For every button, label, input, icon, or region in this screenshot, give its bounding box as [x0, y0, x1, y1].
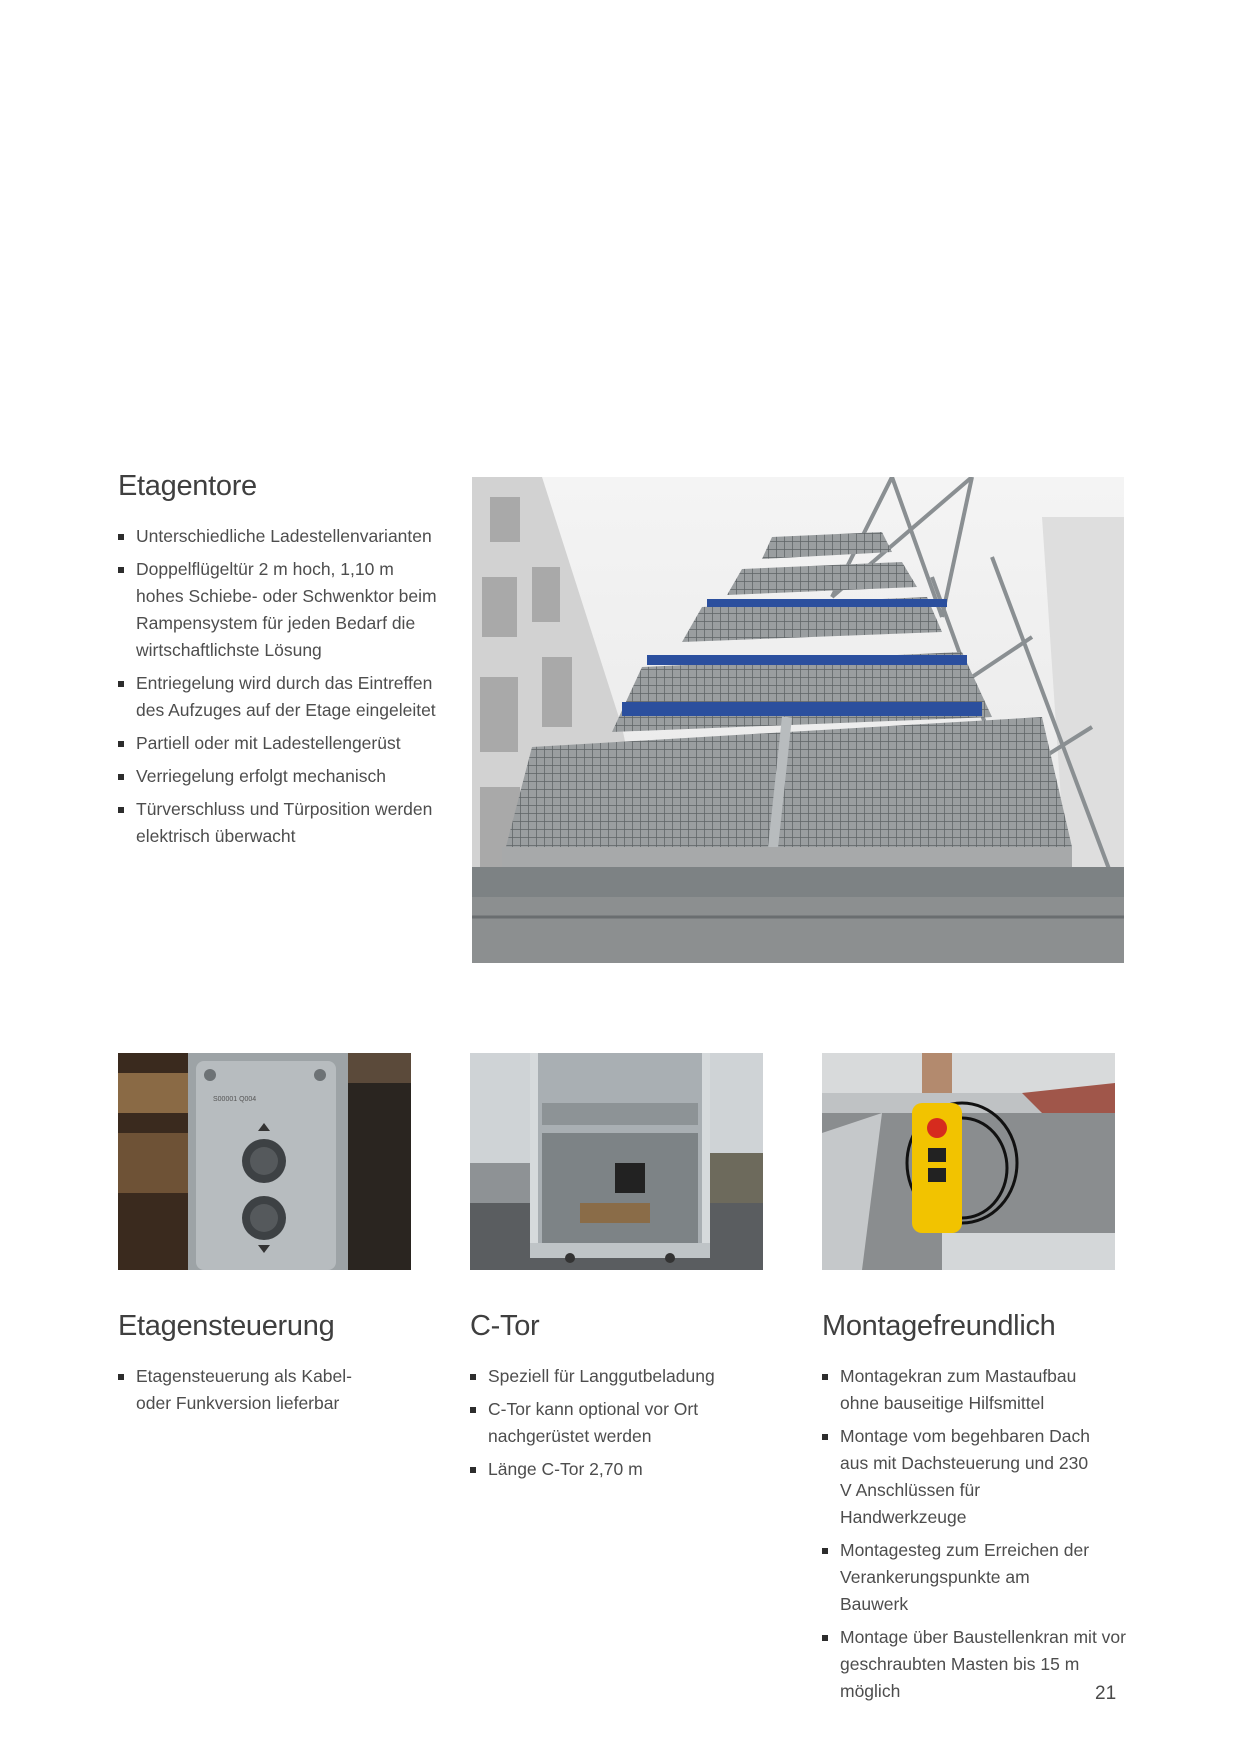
heading-montagefreundlich: Montagefreundlich: [822, 1310, 1056, 1342]
list-item: Doppelflügeltür 2 m hoch, 1,10 m hohes Schiebe- oder Schwenktor beim Rampensystem für jeden Bedarf die wirtschaftlichste Lösung: [118, 556, 448, 664]
list-item: Partiell oder mit Ladestellengerüst: [118, 730, 448, 757]
list-montagefreundlich: [822, 1363, 1142, 1705]
list-item: Montage vom begehbaren Dach aus mit Dachsteuerung und 230 V Anschlüssen für Handwerkzeuge: [822, 1423, 1142, 1531]
list-item: Entriegelung wird durch das Eintreffen des Aufzuges auf der Etage eingeleitet: [118, 670, 448, 724]
list-item: Unterschiedliche Ladestellenvarianten: [118, 523, 448, 550]
page-number: 21: [1095, 1683, 1117, 1704]
list-etagensteuerung: [118, 1363, 388, 1417]
section-c-tor: [470, 1310, 720, 1489]
list-item: Speziell für Langgutbeladung: [470, 1363, 720, 1390]
list-etagentore: [118, 523, 448, 850]
list-item: C-Tor kann optional vor Ort nachgerüstet werden: [470, 1396, 720, 1450]
section-montagefreundlich: [822, 1310, 1142, 1711]
photo-landing-gates: [472, 477, 1124, 963]
list-item: Montagekran zum Mastaufbau ohne bauseitige Hilfsmittel: [822, 1363, 1142, 1417]
photo-c-tor: [470, 1053, 763, 1270]
list-item: Verriegelung erfolgt mechanisch: [118, 763, 448, 790]
heading-c-tor: C-Tor: [470, 1310, 540, 1342]
list-c-tor: [470, 1363, 720, 1483]
list-item: Türverschluss und Türposition werden elektrisch überwacht: [118, 796, 448, 850]
heading-etagentore: Etagentore: [118, 470, 257, 502]
list-item: Länge C-Tor 2,70 m: [470, 1456, 720, 1483]
heading-etagensteuerung: Etagensteuerung: [118, 1310, 335, 1342]
section-etagensteuerung: [118, 1310, 418, 1423]
photo-pendant-control: [822, 1053, 1115, 1270]
list-item: Montagesteg zum Erreichen der Verankerungspunkte am Bauwerk: [822, 1537, 1142, 1618]
list-item: Etagensteuerung als Kabel- oder Funkversion lieferbar: [118, 1363, 388, 1417]
photo-control-panel: [118, 1053, 411, 1270]
panel-serial-label: S00001 Q004: [213, 1096, 257, 1103]
section-etagentore: [118, 470, 448, 856]
list-item: Montage über Baustellenkran mit vor geschraubten Masten bis 15 m möglich: [822, 1624, 1142, 1705]
